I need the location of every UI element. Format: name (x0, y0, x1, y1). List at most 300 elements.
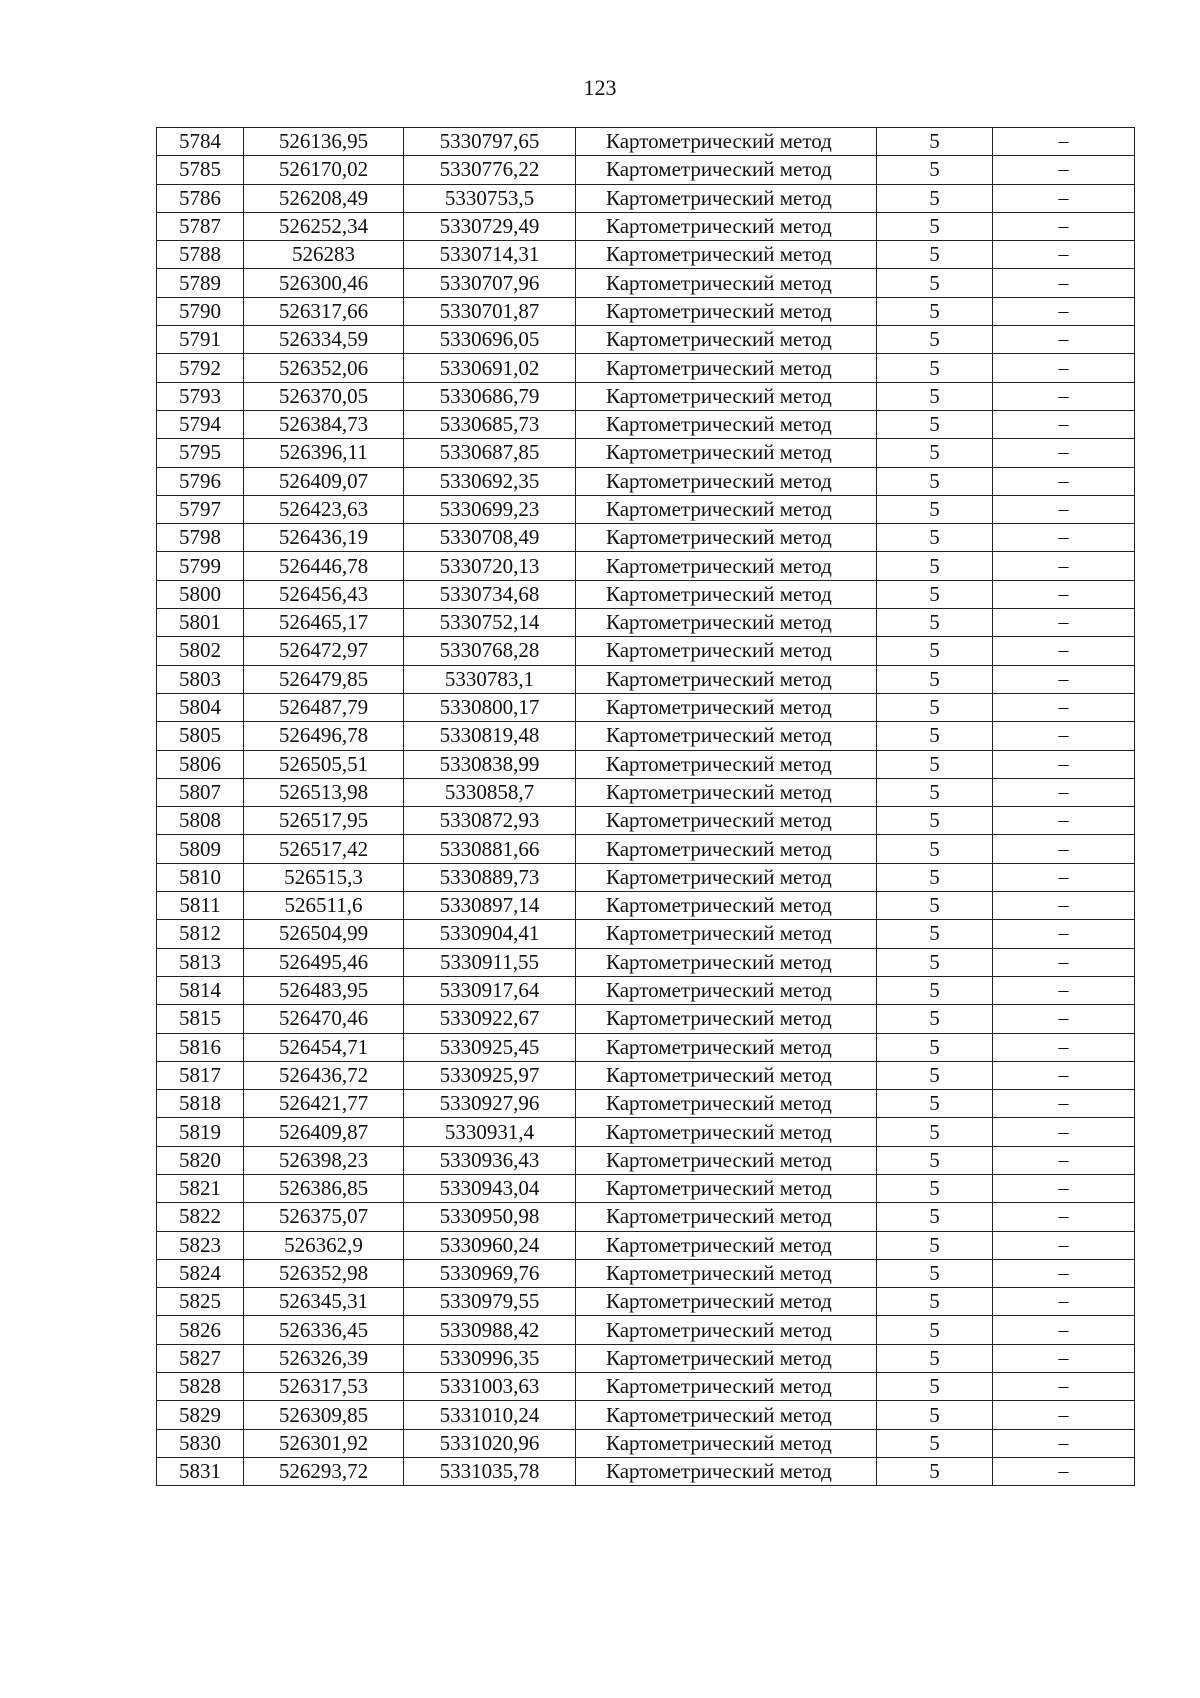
y-coordinate-cell: 5330692,35 (404, 467, 576, 495)
y-coordinate-cell: 5330708,49 (404, 524, 576, 552)
accuracy-cell: 5 (877, 1146, 993, 1174)
x-coordinate-cell: 526326,39 (244, 1344, 404, 1372)
point-number-cell: 5806 (157, 750, 244, 778)
page-number: 123 (583, 75, 617, 100)
method-cell: Картометрический метод (576, 1288, 877, 1316)
note-cell: – (993, 184, 1135, 212)
x-coordinate-cell: 526517,42 (244, 835, 404, 863)
y-coordinate-cell: 5330819,48 (404, 722, 576, 750)
note-cell: – (993, 524, 1135, 552)
accuracy-cell: 5 (877, 1005, 993, 1033)
accuracy-cell: 5 (877, 354, 993, 382)
point-number-cell: 5827 (157, 1344, 244, 1372)
y-coordinate-cell: 5330783,1 (404, 665, 576, 693)
method-cell: Картометрический метод (576, 128, 877, 156)
x-coordinate-cell: 526472,97 (244, 637, 404, 665)
table-row (157, 1118, 1135, 1146)
note-cell: – (993, 948, 1135, 976)
y-coordinate-cell: 5330776,22 (404, 156, 576, 184)
accuracy-cell: 5 (877, 948, 993, 976)
x-coordinate-cell: 526470,46 (244, 1005, 404, 1033)
y-coordinate-cell: 5330979,55 (404, 1288, 576, 1316)
accuracy-cell: 5 (877, 326, 993, 354)
method-cell: Картометрический метод (576, 1429, 877, 1457)
method-cell: Картометрический метод (576, 1005, 877, 1033)
table-row (157, 948, 1135, 976)
y-coordinate-cell: 5330800,17 (404, 693, 576, 721)
point-number-cell: 5812 (157, 920, 244, 948)
coordinates-table-body (157, 128, 1135, 1486)
accuracy-cell: 5 (877, 1033, 993, 1061)
point-number-cell: 5813 (157, 948, 244, 976)
accuracy-cell: 5 (877, 722, 993, 750)
note-cell: – (993, 382, 1135, 410)
method-cell: Картометрический метод (576, 354, 877, 382)
method-cell: Картометрический метод (576, 693, 877, 721)
y-coordinate-cell: 5330925,97 (404, 1061, 576, 1089)
point-number-cell: 5809 (157, 835, 244, 863)
accuracy-cell: 5 (877, 1231, 993, 1259)
table-row (157, 467, 1135, 495)
table-row (157, 128, 1135, 156)
accuracy-cell: 5 (877, 1316, 993, 1344)
point-number-cell: 5815 (157, 1005, 244, 1033)
y-coordinate-cell: 5330936,43 (404, 1146, 576, 1174)
note-cell: – (993, 156, 1135, 184)
point-number-cell: 5822 (157, 1203, 244, 1231)
note-cell: – (993, 495, 1135, 523)
point-number-cell: 5831 (157, 1457, 244, 1485)
y-coordinate-cell: 5330734,68 (404, 580, 576, 608)
y-coordinate-cell: 5330720,13 (404, 552, 576, 580)
table-row (157, 609, 1135, 637)
x-coordinate-cell: 526517,95 (244, 807, 404, 835)
method-cell: Картометрический метод (576, 241, 877, 269)
accuracy-cell: 5 (877, 439, 993, 467)
note-cell: – (993, 1344, 1135, 1372)
point-number-cell: 5818 (157, 1090, 244, 1118)
point-number-cell: 5792 (157, 354, 244, 382)
accuracy-cell: 5 (877, 693, 993, 721)
accuracy-cell: 5 (877, 778, 993, 806)
method-cell: Картометрический метод (576, 892, 877, 920)
note-cell: – (993, 297, 1135, 325)
table-row (157, 495, 1135, 523)
x-coordinate-cell: 526483,95 (244, 976, 404, 1004)
note-cell: – (993, 439, 1135, 467)
note-cell: – (993, 1288, 1135, 1316)
accuracy-cell: 5 (877, 1090, 993, 1118)
note-cell: – (993, 1174, 1135, 1202)
y-coordinate-cell: 5330911,55 (404, 948, 576, 976)
point-number-cell: 5807 (157, 778, 244, 806)
accuracy-cell: 5 (877, 1259, 993, 1287)
method-cell: Картометрический метод (576, 1231, 877, 1259)
method-cell: Картометрический метод (576, 1090, 877, 1118)
table-row (157, 750, 1135, 778)
x-coordinate-cell: 526336,45 (244, 1316, 404, 1344)
y-coordinate-cell: 5330686,79 (404, 382, 576, 410)
table-row (157, 1146, 1135, 1174)
table-row (157, 722, 1135, 750)
y-coordinate-cell: 5330881,66 (404, 835, 576, 863)
y-coordinate-cell: 5330752,14 (404, 609, 576, 637)
method-cell: Картометрический метод (576, 1457, 877, 1485)
x-coordinate-cell: 526495,46 (244, 948, 404, 976)
x-coordinate-cell: 526446,78 (244, 552, 404, 580)
table-row (157, 1401, 1135, 1429)
accuracy-cell: 5 (877, 1203, 993, 1231)
table-row (157, 269, 1135, 297)
table-row (157, 1259, 1135, 1287)
x-coordinate-cell: 526436,19 (244, 524, 404, 552)
point-number-cell: 5789 (157, 269, 244, 297)
point-number-cell: 5820 (157, 1146, 244, 1174)
accuracy-cell: 5 (877, 382, 993, 410)
accuracy-cell: 5 (877, 241, 993, 269)
accuracy-cell: 5 (877, 835, 993, 863)
table-row (157, 778, 1135, 806)
method-cell: Картометрический метод (576, 750, 877, 778)
table-row (157, 1174, 1135, 1202)
note-cell: – (993, 807, 1135, 835)
x-coordinate-cell: 526317,66 (244, 297, 404, 325)
method-cell: Картометрический метод (576, 184, 877, 212)
point-number-cell: 5816 (157, 1033, 244, 1061)
point-number-cell: 5786 (157, 184, 244, 212)
note-cell: – (993, 1259, 1135, 1287)
point-number-cell: 5805 (157, 722, 244, 750)
table-row (157, 920, 1135, 948)
method-cell: Картометрический метод (576, 609, 877, 637)
note-cell: – (993, 609, 1135, 637)
y-coordinate-cell: 5330701,87 (404, 297, 576, 325)
x-coordinate-cell: 526479,85 (244, 665, 404, 693)
table-row (157, 1005, 1135, 1033)
note-cell: – (993, 326, 1135, 354)
method-cell: Картометрический метод (576, 637, 877, 665)
point-number-cell: 5788 (157, 241, 244, 269)
y-coordinate-cell: 5331020,96 (404, 1429, 576, 1457)
table-row (157, 580, 1135, 608)
x-coordinate-cell: 526496,78 (244, 722, 404, 750)
x-coordinate-cell: 526170,02 (244, 156, 404, 184)
note-cell: – (993, 410, 1135, 438)
point-number-cell: 5814 (157, 976, 244, 1004)
y-coordinate-cell: 5330699,23 (404, 495, 576, 523)
accuracy-cell: 5 (877, 807, 993, 835)
x-coordinate-cell: 526511,6 (244, 892, 404, 920)
note-cell: – (993, 750, 1135, 778)
note-cell: – (993, 892, 1135, 920)
table-row (157, 1288, 1135, 1316)
point-number-cell: 5803 (157, 665, 244, 693)
x-coordinate-cell: 526352,98 (244, 1259, 404, 1287)
x-coordinate-cell: 526375,07 (244, 1203, 404, 1231)
y-coordinate-cell: 5330838,99 (404, 750, 576, 778)
accuracy-cell: 5 (877, 552, 993, 580)
note-cell: – (993, 241, 1135, 269)
y-coordinate-cell: 5330714,31 (404, 241, 576, 269)
point-number-cell: 5798 (157, 524, 244, 552)
note-cell: – (993, 128, 1135, 156)
table-row (157, 439, 1135, 467)
y-coordinate-cell: 5330925,45 (404, 1033, 576, 1061)
point-number-cell: 5811 (157, 892, 244, 920)
method-cell: Картометрический метод (576, 948, 877, 976)
accuracy-cell: 5 (877, 1457, 993, 1485)
table-row (157, 1090, 1135, 1118)
note-cell: – (993, 665, 1135, 693)
x-coordinate-cell: 526293,72 (244, 1457, 404, 1485)
accuracy-cell: 5 (877, 495, 993, 523)
note-cell: – (993, 1457, 1135, 1485)
accuracy-cell: 5 (877, 467, 993, 495)
note-cell: – (993, 1061, 1135, 1089)
note-cell: – (993, 1118, 1135, 1146)
point-number-cell: 5830 (157, 1429, 244, 1457)
table-row (157, 382, 1135, 410)
method-cell: Картометрический метод (576, 269, 877, 297)
x-coordinate-cell: 526309,85 (244, 1401, 404, 1429)
table-row (157, 1344, 1135, 1372)
x-coordinate-cell: 526283 (244, 241, 404, 269)
note-cell: – (993, 976, 1135, 1004)
accuracy-cell: 5 (877, 580, 993, 608)
method-cell: Картометрический метод (576, 920, 877, 948)
method-cell: Картометрический метод (576, 665, 877, 693)
accuracy-cell: 5 (877, 637, 993, 665)
point-number-cell: 5821 (157, 1174, 244, 1202)
x-coordinate-cell: 526384,73 (244, 410, 404, 438)
table-row (157, 326, 1135, 354)
accuracy-cell: 5 (877, 297, 993, 325)
y-coordinate-cell: 5330988,42 (404, 1316, 576, 1344)
point-number-cell: 5802 (157, 637, 244, 665)
accuracy-cell: 5 (877, 920, 993, 948)
table-row (157, 693, 1135, 721)
note-cell: – (993, 778, 1135, 806)
y-coordinate-cell: 5330922,67 (404, 1005, 576, 1033)
x-coordinate-cell: 526370,05 (244, 382, 404, 410)
point-number-cell: 5824 (157, 1259, 244, 1287)
table-row (157, 1373, 1135, 1401)
point-number-cell: 5810 (157, 863, 244, 891)
y-coordinate-cell: 5330917,64 (404, 976, 576, 1004)
note-cell: – (993, 835, 1135, 863)
table-row (157, 212, 1135, 240)
table-row (157, 1203, 1135, 1231)
table-row (157, 976, 1135, 1004)
point-number-cell: 5784 (157, 128, 244, 156)
method-cell: Картометрический метод (576, 835, 877, 863)
accuracy-cell: 5 (877, 1288, 993, 1316)
accuracy-cell: 5 (877, 269, 993, 297)
note-cell: – (993, 1316, 1135, 1344)
accuracy-cell: 5 (877, 665, 993, 693)
method-cell: Картометрический метод (576, 467, 877, 495)
y-coordinate-cell: 5331003,63 (404, 1373, 576, 1401)
y-coordinate-cell: 5331010,24 (404, 1401, 576, 1429)
table-row (157, 184, 1135, 212)
x-coordinate-cell: 526386,85 (244, 1174, 404, 1202)
point-number-cell: 5826 (157, 1316, 244, 1344)
table-row (157, 863, 1135, 891)
point-number-cell: 5797 (157, 495, 244, 523)
method-cell: Картометрический метод (576, 778, 877, 806)
coordinates-table (156, 127, 1135, 1486)
method-cell: Картометрический метод (576, 297, 877, 325)
accuracy-cell: 5 (877, 1344, 993, 1372)
note-cell: – (993, 354, 1135, 382)
point-number-cell: 5799 (157, 552, 244, 580)
y-coordinate-cell: 5330969,76 (404, 1259, 576, 1287)
x-coordinate-cell: 526136,95 (244, 128, 404, 156)
accuracy-cell: 5 (877, 609, 993, 637)
point-number-cell: 5828 (157, 1373, 244, 1401)
y-coordinate-cell: 5330872,93 (404, 807, 576, 835)
x-coordinate-cell: 526456,43 (244, 580, 404, 608)
table-row (157, 637, 1135, 665)
accuracy-cell: 5 (877, 1174, 993, 1202)
accuracy-cell: 5 (877, 410, 993, 438)
point-number-cell: 5785 (157, 156, 244, 184)
method-cell: Картометрический метод (576, 722, 877, 750)
method-cell: Картометрический метод (576, 1203, 877, 1231)
table-row (157, 156, 1135, 184)
point-number-cell: 5795 (157, 439, 244, 467)
x-coordinate-cell: 526300,46 (244, 269, 404, 297)
x-coordinate-cell: 526352,06 (244, 354, 404, 382)
point-number-cell: 5793 (157, 382, 244, 410)
y-coordinate-cell: 5330696,05 (404, 326, 576, 354)
x-coordinate-cell: 526505,51 (244, 750, 404, 778)
point-number-cell: 5787 (157, 212, 244, 240)
table-row (157, 1061, 1135, 1089)
method-cell: Картометрический метод (576, 1344, 877, 1372)
note-cell: – (993, 212, 1135, 240)
accuracy-cell: 5 (877, 156, 993, 184)
table-row (157, 665, 1135, 693)
method-cell: Картометрический метод (576, 1316, 877, 1344)
method-cell: Картометрический метод (576, 1061, 877, 1089)
y-coordinate-cell: 5330996,35 (404, 1344, 576, 1372)
method-cell: Картометрический метод (576, 326, 877, 354)
method-cell: Картометрический метод (576, 863, 877, 891)
note-cell: – (993, 1231, 1135, 1259)
point-number-cell: 5801 (157, 609, 244, 637)
method-cell: Картометрический метод (576, 1174, 877, 1202)
note-cell: – (993, 467, 1135, 495)
x-coordinate-cell: 526436,72 (244, 1061, 404, 1089)
table-row (157, 1033, 1135, 1061)
table-row (157, 807, 1135, 835)
method-cell: Картометрический метод (576, 495, 877, 523)
x-coordinate-cell: 526513,98 (244, 778, 404, 806)
method-cell: Картометрический метод (576, 212, 877, 240)
point-number-cell: 5819 (157, 1118, 244, 1146)
note-cell: – (993, 552, 1135, 580)
x-coordinate-cell: 526362,9 (244, 1231, 404, 1259)
note-cell: – (993, 1090, 1135, 1118)
method-cell: Картометрический метод (576, 552, 877, 580)
x-coordinate-cell: 526301,92 (244, 1429, 404, 1457)
point-number-cell: 5794 (157, 410, 244, 438)
y-coordinate-cell: 5330707,96 (404, 269, 576, 297)
note-cell: – (993, 1033, 1135, 1061)
x-coordinate-cell: 526252,34 (244, 212, 404, 240)
accuracy-cell: 5 (877, 1373, 993, 1401)
note-cell: – (993, 637, 1135, 665)
y-coordinate-cell: 5331035,78 (404, 1457, 576, 1485)
table-row (157, 410, 1135, 438)
y-coordinate-cell: 5330687,85 (404, 439, 576, 467)
y-coordinate-cell: 5330729,49 (404, 212, 576, 240)
x-coordinate-cell: 526334,59 (244, 326, 404, 354)
accuracy-cell: 5 (877, 1429, 993, 1457)
y-coordinate-cell: 5330691,02 (404, 354, 576, 382)
accuracy-cell: 5 (877, 1401, 993, 1429)
note-cell: – (993, 863, 1135, 891)
point-number-cell: 5823 (157, 1231, 244, 1259)
point-number-cell: 5817 (157, 1061, 244, 1089)
table-row (157, 241, 1135, 269)
method-cell: Картометрический метод (576, 807, 877, 835)
method-cell: Картометрический метод (576, 976, 877, 1004)
accuracy-cell: 5 (877, 1118, 993, 1146)
table-row (157, 892, 1135, 920)
accuracy-cell: 5 (877, 750, 993, 778)
y-coordinate-cell: 5330858,7 (404, 778, 576, 806)
x-coordinate-cell: 526409,87 (244, 1118, 404, 1146)
point-number-cell: 5800 (157, 580, 244, 608)
accuracy-cell: 5 (877, 524, 993, 552)
point-number-cell: 5804 (157, 693, 244, 721)
x-coordinate-cell: 526504,99 (244, 920, 404, 948)
table-row (157, 552, 1135, 580)
accuracy-cell: 5 (877, 184, 993, 212)
note-cell: – (993, 1203, 1135, 1231)
note-cell: – (993, 580, 1135, 608)
method-cell: Картометрический метод (576, 1033, 877, 1061)
x-coordinate-cell: 526396,11 (244, 439, 404, 467)
accuracy-cell: 5 (877, 892, 993, 920)
accuracy-cell: 5 (877, 1061, 993, 1089)
y-coordinate-cell: 5330889,73 (404, 863, 576, 891)
y-coordinate-cell: 5330960,24 (404, 1231, 576, 1259)
x-coordinate-cell: 526345,31 (244, 1288, 404, 1316)
x-coordinate-cell: 526423,63 (244, 495, 404, 523)
method-cell: Картометрический метод (576, 1373, 877, 1401)
y-coordinate-cell: 5330753,5 (404, 184, 576, 212)
note-cell: – (993, 1146, 1135, 1174)
accuracy-cell: 5 (877, 128, 993, 156)
accuracy-cell: 5 (877, 212, 993, 240)
note-cell: – (993, 269, 1135, 297)
point-number-cell: 5808 (157, 807, 244, 835)
point-number-cell: 5796 (157, 467, 244, 495)
y-coordinate-cell: 5330897,14 (404, 892, 576, 920)
method-cell: Картометрический метод (576, 156, 877, 184)
y-coordinate-cell: 5330685,73 (404, 410, 576, 438)
point-number-cell: 5790 (157, 297, 244, 325)
x-coordinate-cell: 526515,3 (244, 863, 404, 891)
note-cell: – (993, 693, 1135, 721)
table-row (157, 297, 1135, 325)
table-row (157, 1231, 1135, 1259)
note-cell: – (993, 722, 1135, 750)
x-coordinate-cell: 526317,53 (244, 1373, 404, 1401)
